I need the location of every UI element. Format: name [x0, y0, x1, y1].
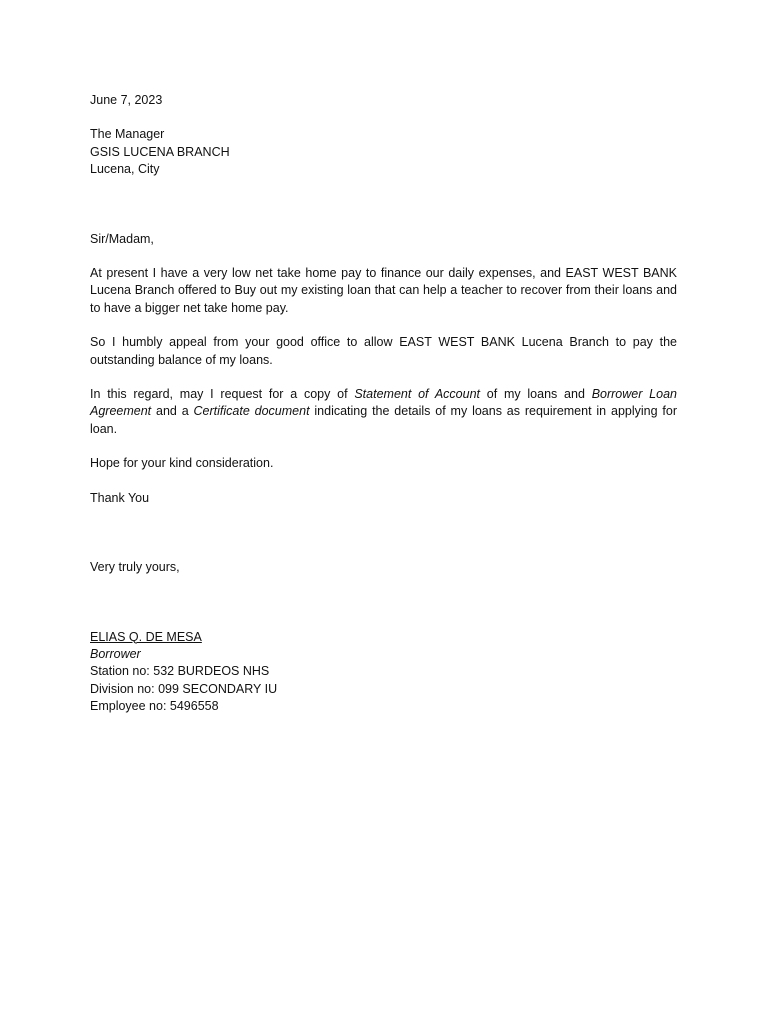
signature-block: [90, 629, 677, 716]
paragraph-3-text-2: of my loans and: [480, 387, 592, 402]
recipient-office: GSIS LUCENA BRANCH: [90, 144, 230, 159]
statement-of-account-term: Statement of Account: [354, 387, 480, 402]
paragraph-3-text-1: In this regard, may I request for a copy of: [90, 387, 355, 402]
letter-body: [90, 92, 677, 716]
station-number: Station no: 532 BURDEOS NHS: [90, 664, 270, 679]
salutation: Sir/Madam,: [90, 231, 154, 246]
signatory-role: Borrower: [90, 646, 141, 661]
borrower-loan-agreement-term: Borrower Loan Agreement: [90, 387, 677, 419]
paragraph-2: So I humbly appeal from your good office to allow EAST WEST BANK Lucena Branch to pay the outstanding balance of my loans.: [90, 335, 677, 367]
paragraph-4: Hope for your kind consideration.: [90, 456, 274, 471]
paragraph-3-text-3: and a: [151, 404, 194, 419]
signatory-name: ELIAS Q. DE MESA: [90, 629, 202, 644]
employee-number: Employee no: 5496558: [90, 699, 219, 714]
recipient-title: The Manager: [90, 127, 165, 142]
division-number: Division no: 099 SECONDARY IU: [90, 681, 278, 696]
paragraph-3-text-4: indicating the details of my loans as requirement in applying for loan.: [90, 404, 677, 436]
certificate-document-term: Certificate document: [193, 404, 310, 419]
paragraph-3: [90, 386, 677, 438]
recipient-city: Lucena, City: [90, 162, 160, 177]
recipient-block: [90, 126, 677, 178]
letter-date: June 7, 2023: [90, 93, 163, 107]
thank-you: Thank You: [90, 490, 150, 505]
closing: Very truly yours,: [90, 560, 180, 575]
paragraph-1: At present I have a very low net take home pay to finance our daily expenses, and EAST WEST BANK Lucena Branch offered to Buy out my existing loan that can help a teacher to recover from their loans and to have a bigger net take home pay.: [90, 266, 677, 315]
